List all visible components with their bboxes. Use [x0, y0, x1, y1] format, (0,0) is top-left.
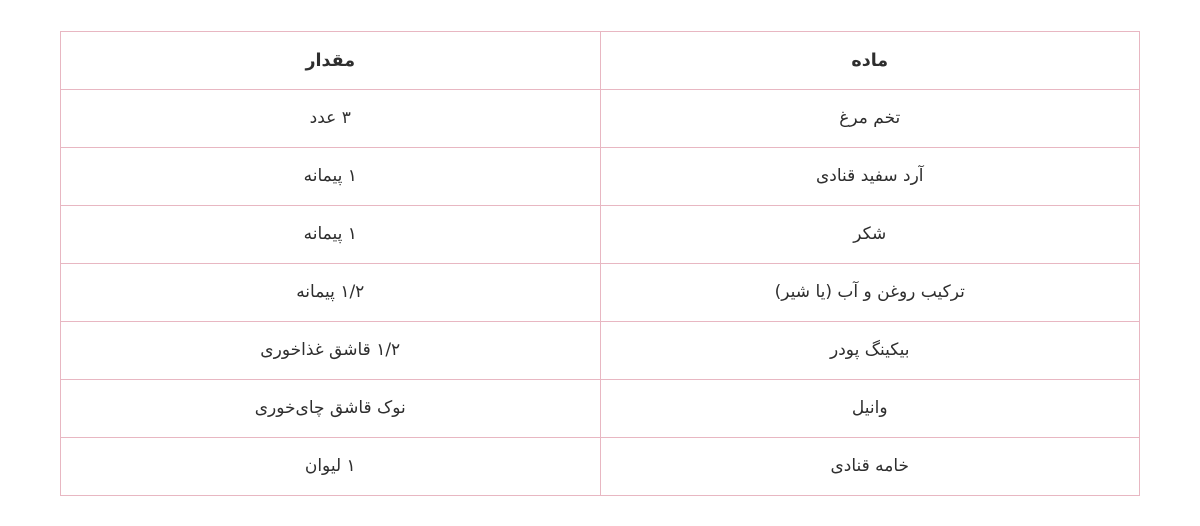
cell-amount: ۱ پیمانه: [61, 148, 601, 206]
cell-amount: ۱/۲ پیمانه: [61, 264, 601, 322]
table-body: [61, 90, 1140, 496]
table-row: [61, 438, 1140, 496]
table-row: [61, 90, 1140, 148]
cell-material: بیکینگ پودر: [600, 322, 1140, 380]
cell-material: آرد سفید قنادی: [600, 148, 1140, 206]
column-header-material: ماده: [600, 32, 1140, 90]
table-row: [61, 380, 1140, 438]
cell-material: تخم مرغ: [600, 90, 1140, 148]
ingredients-table: [60, 31, 1140, 496]
table-header: [61, 32, 1140, 90]
cell-material: وانیل: [600, 380, 1140, 438]
cell-amount: ۱/۲ قاشق غذاخوری: [61, 322, 601, 380]
table-header-row: [61, 32, 1140, 90]
table-row: [61, 206, 1140, 264]
cell-material: ترکیب روغن و آب (یا شیر): [600, 264, 1140, 322]
table-row: [61, 322, 1140, 380]
table-row: [61, 148, 1140, 206]
table-row: [61, 264, 1140, 322]
column-header-amount: مقدار: [61, 32, 601, 90]
cell-amount: ۱ پیمانه: [61, 206, 601, 264]
cell-material: شکر: [600, 206, 1140, 264]
cell-amount: ۱ لیوان: [61, 438, 601, 496]
cell-material: خامه قنادی: [600, 438, 1140, 496]
cell-amount: نوک قاشق چای‌خوری: [61, 380, 601, 438]
cell-amount: ۳ عدد: [61, 90, 601, 148]
